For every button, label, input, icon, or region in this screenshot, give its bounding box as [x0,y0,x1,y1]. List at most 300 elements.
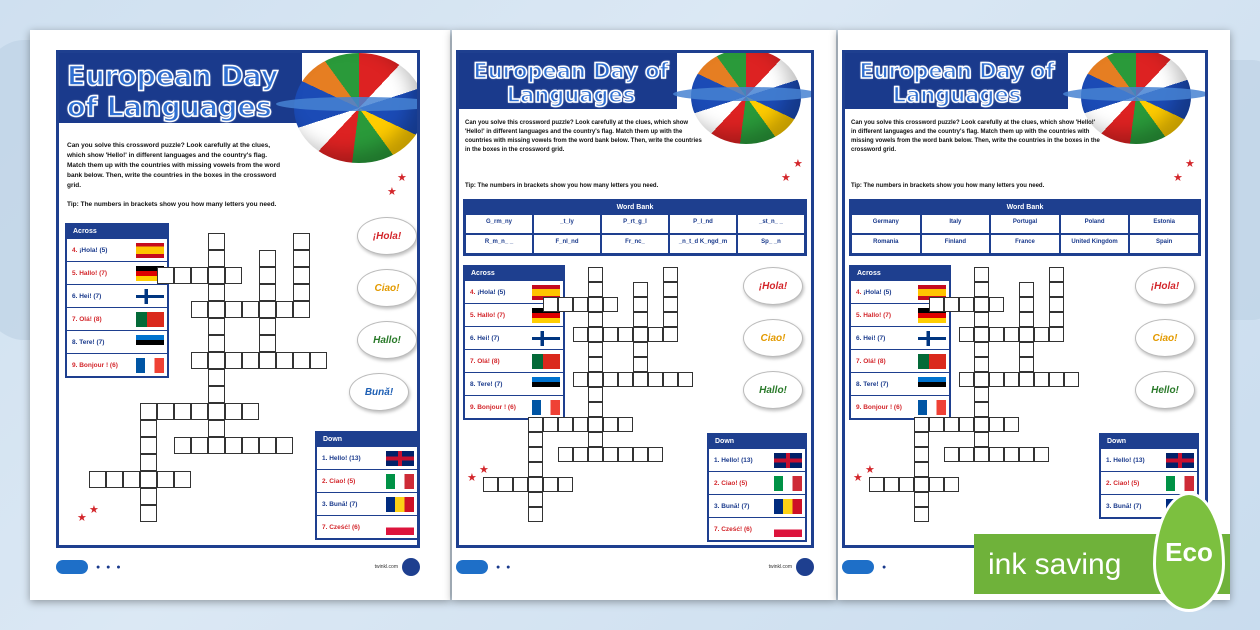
tip-text: Tip: The numbers in brackets show you how many letters you need. [67,201,277,208]
crossword-cell[interactable] [974,357,989,372]
finland-flag-icon [136,289,164,304]
down-clue: 1. Hello! (13) [317,446,417,469]
crossword-cell[interactable] [208,267,225,284]
worksheet-title: European Day of Languages [859,59,1055,107]
across-clues-box [849,265,951,420]
worksheet-2 [452,30,836,600]
france-flag-icon [532,400,560,415]
crossword-cell[interactable] [259,437,276,454]
crossword-cell[interactable] [618,327,633,342]
site-url: twinkl.com [768,564,792,570]
crossword-cell[interactable] [191,437,208,454]
across-clue: 6. Hei! (7) [851,326,949,349]
crossword-cell[interactable] [528,417,543,432]
crossword-cell[interactable] [914,447,929,462]
crossword-cell[interactable] [603,447,618,462]
across-clues-box [463,265,565,420]
crossword-cell[interactable] [528,462,543,477]
tip-text: Tip: The numbers in brackets show you how many letters you need. [851,183,1045,189]
crossword-cell[interactable] [588,417,603,432]
star-icon: ★ [1173,172,1183,184]
crossword-cell[interactable] [974,387,989,402]
crossword-cell[interactable] [588,402,603,417]
crossword-cell[interactable] [191,267,208,284]
down-clue: 7. Cześć! (6) [709,517,805,540]
crossword-cell[interactable] [944,417,959,432]
crossword-cell[interactable] [498,477,513,492]
france-flag-icon [136,358,164,373]
crossword-cell[interactable] [974,312,989,327]
crossword-cell[interactable] [588,387,603,402]
crossword-cell[interactable] [528,507,543,522]
crossword-cell[interactable] [573,297,588,312]
crossword-cell[interactable] [588,342,603,357]
crossword-cell[interactable] [633,372,648,387]
crossword-cell[interactable] [208,420,225,437]
crossword-cell[interactable] [663,267,678,282]
crossword-cell[interactable] [618,417,633,432]
across-clue: 5. Hallo! (7) [851,303,949,326]
crossword-cell[interactable] [1049,372,1064,387]
speech-bubble: Ciao! [357,269,417,307]
crossword-cell[interactable] [618,372,633,387]
crossword-cell[interactable] [663,312,678,327]
worksheet-frame [456,50,814,548]
crossword-cell[interactable] [1019,447,1034,462]
across-clue: 8. Tere! (7) [67,330,167,353]
crossword-cell[interactable] [208,335,225,352]
crossword-cell[interactable] [588,282,603,297]
crossword-cell[interactable] [293,352,310,369]
crossword-cell[interactable] [1004,447,1019,462]
crossword-cell[interactable] [293,233,310,250]
down-clue: 3. Bună! (7) [1101,494,1197,517]
crossword-cell[interactable] [959,372,974,387]
crossword-cell[interactable] [208,369,225,386]
crossword-cell[interactable] [989,297,1004,312]
down-clue: 2. Ciao! (5) [709,471,805,494]
star-icon: ★ [793,158,803,170]
star-icon: ★ [77,512,87,524]
crossword-cell[interactable] [528,477,543,492]
crossword-cell[interactable] [663,282,678,297]
crossword-cell[interactable] [588,372,603,387]
down-heading: Down [709,435,805,448]
word-bank-heading: Word Bank [851,201,1199,214]
crossword-cell[interactable] [1019,342,1034,357]
crossword-cell[interactable] [959,447,974,462]
crossword-cell[interactable] [208,403,225,420]
tip-text: Tip: The numbers in brackets show you how many letters you need. [465,183,659,189]
down-clue: 1. Hello! (13) [709,448,805,471]
crossword-cell[interactable] [242,301,259,318]
crossword-cell[interactable] [293,301,310,318]
crossword-cell[interactable] [648,447,663,462]
crossword-cell[interactable] [1049,297,1064,312]
crossword-cell[interactable] [208,233,225,250]
star-icon: ★ [387,186,397,198]
crossword-cell[interactable] [633,357,648,372]
crossword-cell[interactable] [528,432,543,447]
word-bank-item: F_nl_nd [533,234,601,254]
crossword-cell[interactable] [259,301,276,318]
crossword-cell[interactable] [899,477,914,492]
crossword-cell[interactable] [558,417,573,432]
crossword-cell[interactable] [914,417,929,432]
word-bank-item: Germany [851,214,921,234]
across-clue: 7. Olá! (8) [851,349,949,372]
down-clue: 3. Bună! (7) [317,492,417,515]
crossword-cell[interactable] [242,352,259,369]
across-clue: 9. Bonjour ! (6) [67,353,167,376]
down-clue: 2. Ciao! (5) [1101,471,1197,494]
across-clue: 6. Hei! (7) [67,284,167,307]
twinkl-logo-icon [56,560,88,574]
down-clue: 3. Bună! (7) [709,494,805,517]
crossword-cell[interactable] [208,301,225,318]
speech-bubble: Ciao! [1135,319,1195,357]
crossword-cell[interactable] [123,471,140,488]
crossword-cell[interactable] [573,327,588,342]
worksheet-title: European Day of Languages [67,61,279,123]
crossword-cell[interactable] [1034,447,1049,462]
crossword-cell[interactable] [974,417,989,432]
crossword-cell[interactable] [140,488,157,505]
crossword-cell[interactable] [588,432,603,447]
crossword-cell[interactable] [157,471,174,488]
crossword-cell[interactable] [259,352,276,369]
speech-bubble: ¡Hola! [743,267,803,305]
word-bank-item: Spain [1129,234,1199,254]
crossword-cell[interactable] [588,327,603,342]
crossword-cell[interactable] [1034,327,1049,342]
across-clue: 8. Tere! (7) [851,372,949,395]
down-clue: 7. Cześć! (6) [317,515,417,538]
crossword-cell[interactable] [259,267,276,284]
word-bank-item: Italy [921,214,991,234]
crossword-cell[interactable] [959,417,974,432]
crossword-cell[interactable] [633,342,648,357]
romania-flag-icon [386,497,414,512]
crossword-cell[interactable] [1019,357,1034,372]
crossword-cell[interactable] [543,297,558,312]
crossword-cell[interactable] [174,403,191,420]
crossword-cell[interactable] [543,477,558,492]
word-bank-item: _t_ly [533,214,601,234]
crossword-cell[interactable] [603,417,618,432]
portugal-flag-icon [532,354,560,369]
crossword-cell[interactable] [974,342,989,357]
word-bank-item: France [990,234,1060,254]
crossword-cell[interactable] [663,327,678,342]
crossword-cell[interactable] [242,403,259,420]
speech-bubble: ¡Hola! [357,217,417,255]
crossword-cell[interactable] [191,352,208,369]
crossword-cell[interactable] [191,301,208,318]
crossword-cell[interactable] [208,284,225,301]
crossword-cell[interactable] [140,471,157,488]
speech-bubble: ¡Hola! [1135,267,1195,305]
word-bank-item: Finland [921,234,991,254]
crossword-cell[interactable] [573,447,588,462]
finland-flag-icon [918,331,946,346]
crossword-cell[interactable] [959,327,974,342]
crossword-cell[interactable] [573,417,588,432]
speech-bubble: Ciao! [743,319,803,357]
crossword-cell[interactable] [974,447,989,462]
crossword-cell[interactable] [310,352,327,369]
crossword-cell[interactable] [513,477,528,492]
crossword-cell[interactable] [1034,372,1049,387]
across-heading: Across [851,267,949,280]
crossword-cell[interactable] [1019,372,1034,387]
crossword-cell[interactable] [174,471,191,488]
worksheet-1 [30,30,450,600]
uk-flag-icon [1166,453,1194,468]
word-bank-item: Poland [1060,214,1130,234]
worksheet-title: European Day of Languages [473,59,669,107]
star-icon: ★ [89,504,99,516]
crossword-cell[interactable] [603,297,618,312]
across-clue: 7. Olá! (8) [67,307,167,330]
crossword-cell[interactable] [140,505,157,522]
crossword-cell[interactable] [1004,417,1019,432]
instructions-text: Can you solve this crossword puzzle? Look carefully at the clues, which show 'Hello!' in different languages and the country's flag. Match them up with the countries with missing vowels from the word bank below. Then, write the countries in the boxes in the crossword grid. [465,120,702,153]
crossword-cell[interactable] [1019,282,1034,297]
crossword-cell[interactable] [974,297,989,312]
word-bank-item: Romania [851,234,921,254]
crossword-cell[interactable] [633,312,648,327]
crossword-cell[interactable] [140,437,157,454]
crossword-cell[interactable] [678,372,693,387]
crossword-cell[interactable] [293,284,310,301]
france-flag-icon [918,400,946,415]
crossword-cell[interactable] [944,447,959,462]
crossword-cell[interactable] [191,403,208,420]
italy-flag-icon [1166,476,1194,491]
crossword-cell[interactable] [225,301,242,318]
star-icon: ★ [865,464,875,476]
crossword-cell[interactable] [225,267,242,284]
estonia-flag-icon [532,377,560,392]
italy-flag-icon [386,474,414,489]
crossword-cell[interactable] [1004,327,1019,342]
crossword-cell[interactable] [1019,297,1034,312]
crossword-cell[interactable] [914,477,929,492]
poland-flag-icon [774,522,802,537]
crossword-cell[interactable] [140,420,157,437]
down-clue: 1. Hello! (13) [1101,448,1197,471]
uk-flag-icon [386,451,414,466]
crossword-cell[interactable] [914,507,929,522]
crossword-cell[interactable] [974,267,989,282]
crossword-cell[interactable] [157,403,174,420]
across-clue: 4. ¡Hola! (5) [67,238,167,261]
crossword-cell[interactable] [1064,372,1079,387]
crossword-cell[interactable] [663,297,678,312]
crossword-cell[interactable] [1019,312,1034,327]
crossword-cell[interactable] [603,327,618,342]
crossword-cell[interactable] [276,352,293,369]
crossword-cell[interactable] [573,372,588,387]
crossword-cell[interactable] [259,284,276,301]
portugal-flag-icon [918,354,946,369]
crossword-cell[interactable] [1049,327,1064,342]
crossword-cell[interactable] [293,250,310,267]
across-clue: 5. Hallo! (7) [465,303,563,326]
star-icon: ★ [397,172,407,184]
crossword-cell[interactable] [974,282,989,297]
word-bank-heading: Word Bank [465,201,805,214]
crossword-cell[interactable] [208,437,225,454]
crossword-cell[interactable] [174,267,191,284]
crossword-cell[interactable] [914,432,929,447]
crossword-cell[interactable] [208,386,225,403]
word-bank-item: Estonia [1129,214,1199,234]
footer-badge-icon [796,558,814,576]
crossword-cell[interactable] [588,447,603,462]
crossword-cell[interactable] [884,477,899,492]
crossword-cell[interactable] [1004,372,1019,387]
crossword-cell[interactable] [588,297,603,312]
down-clues-box [707,433,807,542]
crossword-cell[interactable] [633,327,648,342]
crossword-cell[interactable] [558,297,573,312]
crossword-cell[interactable] [588,312,603,327]
word-bank-item: R_m_n_ _ [465,234,533,254]
crossword-cell[interactable] [959,297,974,312]
romania-flag-icon [774,499,802,514]
worksheet-footer [56,556,420,578]
crossword-cell[interactable] [140,454,157,471]
crossword-cell[interactable] [618,447,633,462]
crossword-cell[interactable] [225,352,242,369]
crossword-cell[interactable] [989,417,1004,432]
crossword-cell[interactable] [603,372,618,387]
across-heading: Across [465,267,563,280]
crossword-cell[interactable] [528,492,543,507]
footer-badge-icon [402,558,420,576]
across-clue: 4. ¡Hola! (5) [465,280,563,303]
crossword-cell[interactable] [225,403,242,420]
across-clue: 8. Tere! (7) [465,372,563,395]
crossword-cell[interactable] [106,471,123,488]
crossword-cell[interactable] [633,282,648,297]
star-icon: ★ [853,472,863,484]
down-clue: 2. Ciao! (5) [317,469,417,492]
italy-flag-icon [774,476,802,491]
uk-flag-icon [774,453,802,468]
crossword-cell[interactable] [276,437,293,454]
crossword-cell[interactable] [1049,267,1064,282]
crossword-cell[interactable] [293,267,310,284]
crossword-cell[interactable] [929,297,944,312]
crossword-cell[interactable] [259,318,276,335]
crossword-cell[interactable] [242,437,259,454]
flag-globe-icon [691,50,801,144]
crossword-cell[interactable] [259,335,276,352]
eco-label: Eco [1165,536,1213,567]
crossword-cell[interactable] [208,250,225,267]
crossword-cell[interactable] [588,267,603,282]
finland-flag-icon [532,331,560,346]
crossword-cell[interactable] [225,437,242,454]
across-heading: Across [67,225,167,238]
crossword-cell[interactable] [528,447,543,462]
word-bank-cells [465,214,805,254]
crossword-cell[interactable] [974,402,989,417]
crossword-cell[interactable] [208,352,225,369]
word-bank [463,199,807,256]
poland-flag-icon [386,520,414,535]
crossword-cell[interactable] [543,417,558,432]
crossword-cell[interactable] [944,477,959,492]
crossword-cell[interactable] [944,297,959,312]
crossword-cell[interactable] [989,372,1004,387]
crossword-cell[interactable] [558,477,573,492]
twinkl-logo-icon [842,560,874,574]
crossword-cell[interactable] [929,417,944,432]
crossword-cell[interactable] [929,477,944,492]
crossword-cell[interactable] [140,403,157,420]
word-bank-item: Portugal [990,214,1060,234]
crossword-cell[interactable] [648,372,663,387]
crossword-cell[interactable] [663,372,678,387]
crossword-cell[interactable] [869,477,884,492]
crossword-cell[interactable] [648,327,663,342]
page-dots: ● ● [496,564,513,571]
portugal-flag-icon [136,312,164,327]
crossword-cell[interactable] [914,492,929,507]
crossword-cell[interactable] [558,447,573,462]
crossword-cell[interactable] [276,301,293,318]
crossword-cell[interactable] [989,327,1004,342]
crossword-cell[interactable] [1019,327,1034,342]
word-bank-item: P_l_nd [669,214,737,234]
word-bank-item: _st_n_ _ [737,214,805,234]
worksheet-frame [842,50,1208,548]
crossword-cell[interactable] [208,318,225,335]
across-clue: 9. Bonjour ! (6) [465,395,563,418]
crossword-cell[interactable] [174,437,191,454]
crossword-cell[interactable] [974,372,989,387]
crossword-cell[interactable] [1049,282,1064,297]
crossword-cell[interactable] [974,432,989,447]
down-heading: Down [1101,435,1197,448]
star-icon: ★ [479,464,489,476]
crossword-cell[interactable] [1049,312,1064,327]
instructions-text: Can you solve this crossword puzzle? Look carefully at the clues, which show 'Hello!' in different languages and the country's flag. Match them up with the countries with missing vowels from the word bank below. Then, write the countries in the boxes in the crossword grid. [851,120,1100,153]
speech-bubble: Bună! [349,373,409,411]
crossword-cell[interactable] [989,447,1004,462]
word-bank-cells [851,214,1199,254]
crossword-cell[interactable] [974,327,989,342]
word-bank [849,199,1201,256]
crossword-cell[interactable] [633,447,648,462]
estonia-flag-icon [136,335,164,350]
crossword-cell[interactable] [914,462,929,477]
star-icon: ★ [467,472,477,484]
crossword-cell[interactable] [588,357,603,372]
crossword-cell[interactable] [483,477,498,492]
crossword-cell[interactable] [259,250,276,267]
word-bank-item: United Kingdom [1060,234,1130,254]
crossword-cell[interactable] [157,267,174,284]
word-bank-item: _n_t_d K_ngd_m [669,234,737,254]
crossword-cell[interactable] [89,471,106,488]
across-clue: 9. Bonjour ! (6) [851,395,949,418]
crossword-cell[interactable] [633,297,648,312]
